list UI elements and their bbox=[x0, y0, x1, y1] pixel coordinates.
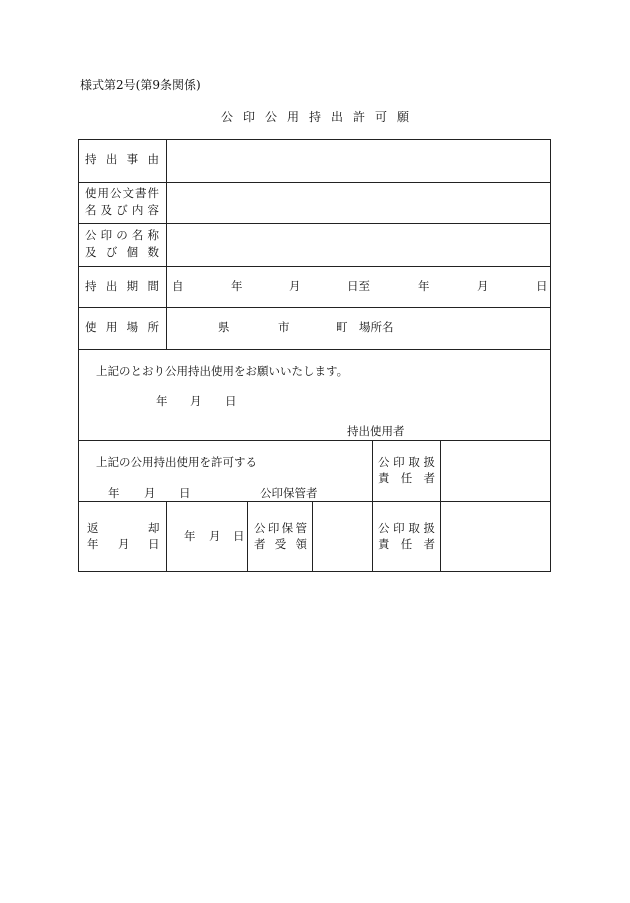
period-day-to: 日至 bbox=[347, 279, 370, 293]
column-divider bbox=[440, 440, 441, 571]
period-day-2: 日 bbox=[536, 279, 548, 293]
permission-statement: 上記の公用持出使用を許可する bbox=[96, 455, 257, 469]
return-day: 日 bbox=[233, 529, 245, 543]
place-name: 場所名 bbox=[359, 320, 394, 334]
seal-field[interactable] bbox=[167, 225, 549, 264]
row-divider bbox=[79, 223, 550, 224]
return-label-b: 却 bbox=[148, 521, 160, 535]
reason-field[interactable] bbox=[167, 142, 549, 180]
period-year-1: 年 bbox=[231, 279, 243, 293]
row-divider bbox=[79, 266, 550, 267]
receiver-label-line1: 公印保管 bbox=[254, 521, 307, 535]
return-month: 月 bbox=[209, 529, 221, 543]
row-divider bbox=[79, 440, 550, 441]
handler-label-line2: 責任者 bbox=[378, 471, 435, 485]
permission-month: 月 bbox=[144, 486, 156, 500]
return-year: 年 bbox=[184, 529, 196, 543]
column-divider bbox=[247, 501, 248, 571]
seal-label-line1: 公印の名称 bbox=[85, 228, 159, 242]
return-label-year: 年 bbox=[87, 537, 99, 551]
permission-year: 年 bbox=[108, 486, 120, 500]
request-month: 月 bbox=[190, 394, 202, 408]
place-town: 町 bbox=[336, 320, 348, 334]
period-month-2: 月 bbox=[477, 279, 489, 293]
place-city: 市 bbox=[278, 320, 290, 334]
form-reference: 様式第2号(第9条関係) bbox=[80, 78, 201, 92]
row-divider bbox=[79, 501, 550, 502]
return-handler-label-line1: 公印取扱 bbox=[378, 521, 435, 535]
return-label-month: 月 bbox=[118, 537, 130, 551]
permission-day: 日 bbox=[179, 486, 191, 500]
document-field[interactable] bbox=[167, 183, 549, 221]
return-handler-label-line2: 責任者 bbox=[378, 537, 435, 551]
custodian-label: 公印保管者 bbox=[260, 486, 318, 500]
row-divider bbox=[79, 307, 550, 308]
period-label: 持出期間 bbox=[85, 279, 159, 293]
column-divider bbox=[166, 501, 167, 571]
place-prefecture: 県 bbox=[218, 320, 230, 334]
row-divider bbox=[79, 349, 550, 350]
applicant-label: 持出使用者 bbox=[347, 424, 405, 438]
handler-label-line1: 公印取扱 bbox=[378, 455, 435, 469]
period-month-1: 月 bbox=[289, 279, 301, 293]
return-label-day: 日 bbox=[148, 537, 160, 551]
period-from: 自 bbox=[172, 279, 184, 293]
document-label-line1: 使用公文書件 bbox=[85, 186, 159, 200]
seal-label-line2: 及び個数 bbox=[85, 245, 159, 259]
receiver-seal-field[interactable] bbox=[313, 503, 370, 570]
return-handler-seal-field[interactable] bbox=[442, 503, 549, 570]
request-statement: 上記のとおり公用持出使用をお願いいたします。 bbox=[96, 364, 349, 378]
handler-seal-field[interactable] bbox=[442, 442, 549, 498]
place-label: 使用場所 bbox=[85, 320, 159, 334]
period-year-2: 年 bbox=[418, 279, 430, 293]
document-label-line2: 名及び内容 bbox=[85, 203, 159, 217]
request-year: 年 bbox=[156, 394, 168, 408]
return-label-a: 返 bbox=[87, 521, 99, 535]
receiver-label-line2: 者受領 bbox=[254, 537, 307, 551]
request-day: 日 bbox=[225, 394, 237, 408]
column-divider bbox=[372, 440, 373, 571]
page-title: 公印公用持出許可願 bbox=[220, 110, 419, 124]
reason-label: 持出事由 bbox=[85, 152, 159, 166]
